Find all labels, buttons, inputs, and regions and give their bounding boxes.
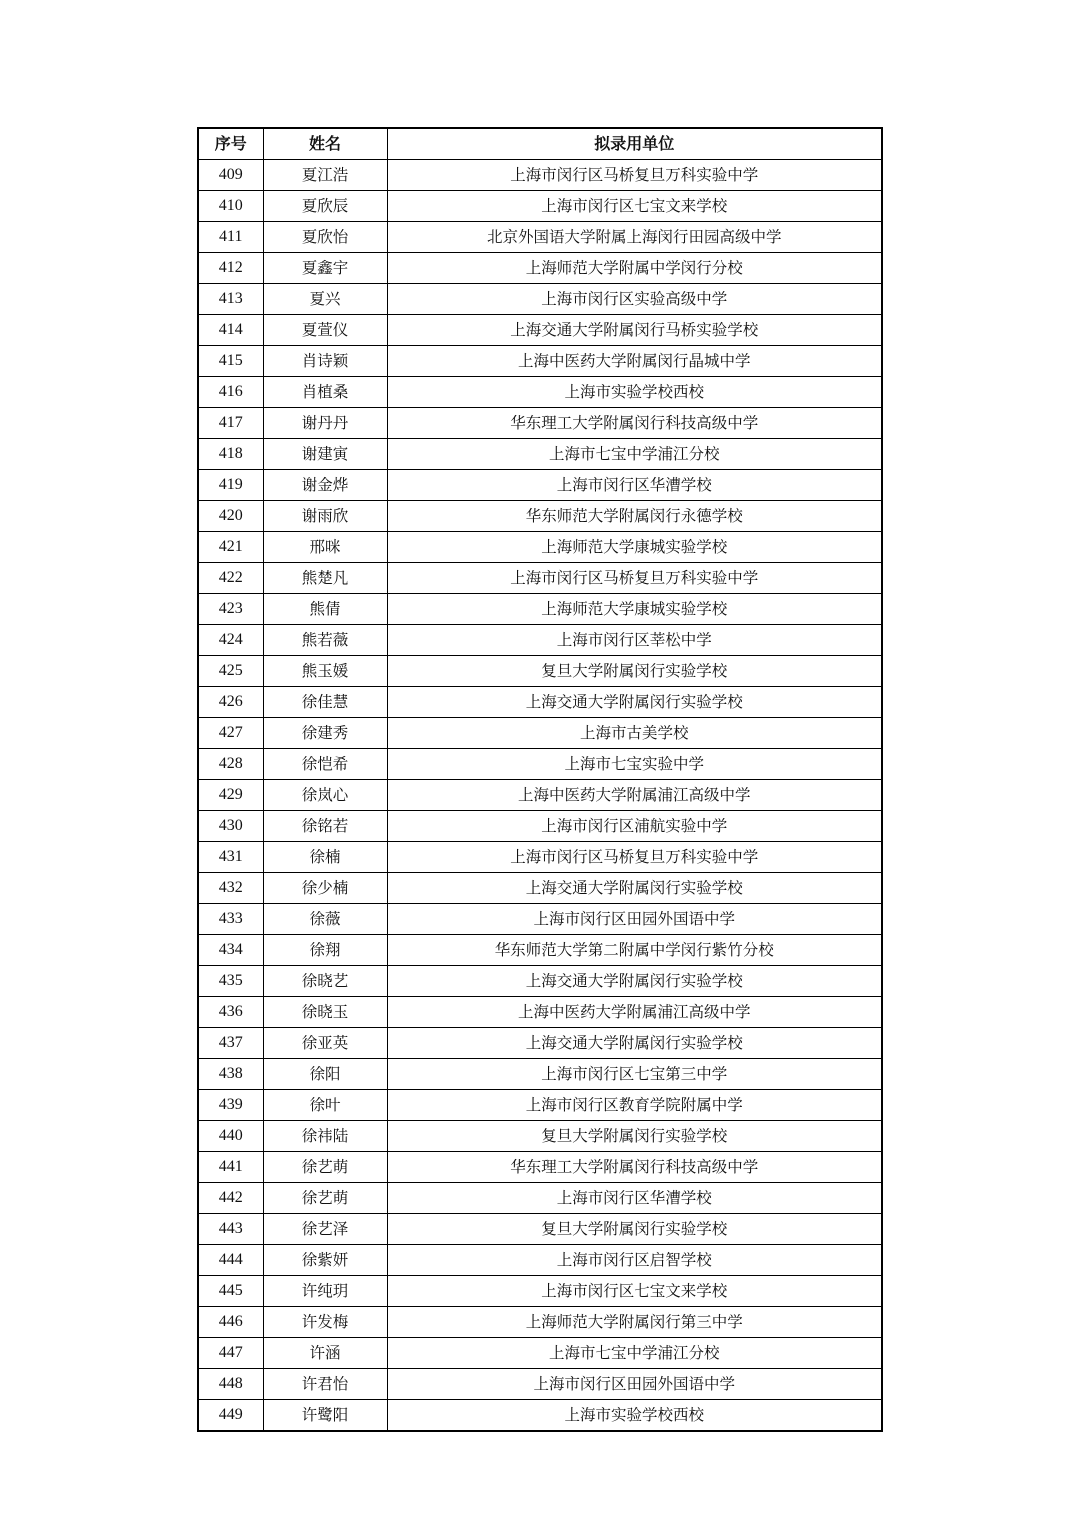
serial-number-cell: 446 [198,1307,263,1338]
employer-cell: 上海师范大学康城实验学校 [387,532,882,563]
employer-cell: 上海师范大学附属中学闵行分校 [387,253,882,284]
name-cell: 夏江浩 [263,160,387,191]
table-row [198,718,882,749]
employer-cell: 复旦大学附属闵行实验学校 [387,1214,882,1245]
table-row [198,470,882,501]
table-row [198,935,882,966]
name-cell: 许君怡 [263,1369,387,1400]
employer-cell: 上海师范大学附属闵行第三中学 [387,1307,882,1338]
serial-number-cell: 420 [198,501,263,532]
serial-number-cell: 417 [198,408,263,439]
employer-cell: 上海市闵行区田园外国语中学 [387,1369,882,1400]
table-row [198,1152,882,1183]
employer-cell: 复旦大学附属闵行实验学校 [387,656,882,687]
table-row [198,1121,882,1152]
table-row [198,1183,882,1214]
serial-number-cell: 442 [198,1183,263,1214]
employer-cell: 华东理工大学附属闵行科技高级中学 [387,1152,882,1183]
table-row [198,1028,882,1059]
table-row [198,1369,882,1400]
employer-cell: 上海市七宝实验中学 [387,749,882,780]
name-cell: 徐岚心 [263,780,387,811]
employer-cell: 上海交通大学附属闵行马桥实验学校 [387,315,882,346]
table-row [198,811,882,842]
header-serial-number: 序号 [198,128,263,160]
employer-cell: 上海市闵行区七宝第三中学 [387,1059,882,1090]
serial-number-cell: 436 [198,997,263,1028]
serial-number-cell: 441 [198,1152,263,1183]
employer-cell: 上海交通大学附属闵行实验学校 [387,1028,882,1059]
employer-cell: 北京外国语大学附属上海闵行田园高级中学 [387,222,882,253]
serial-number-cell: 439 [198,1090,263,1121]
employer-cell: 上海市闵行区田园外国语中学 [387,904,882,935]
name-cell: 徐建秀 [263,718,387,749]
name-cell: 许纯玥 [263,1276,387,1307]
table-row [198,873,882,904]
serial-number-cell: 432 [198,873,263,904]
header-employer: 拟录用单位 [387,128,882,160]
employer-cell: 上海中医药大学附属浦江高级中学 [387,780,882,811]
table-row [198,656,882,687]
table-row [198,501,882,532]
name-cell: 熊倩 [263,594,387,625]
name-cell: 夏欣辰 [263,191,387,222]
employer-cell: 上海市闵行区七宝文来学校 [387,1276,882,1307]
name-cell: 徐艺泽 [263,1214,387,1245]
serial-number-cell: 430 [198,811,263,842]
employer-cell: 华东理工大学附属闵行科技高级中学 [387,408,882,439]
table-row [198,594,882,625]
table-row [198,563,882,594]
serial-number-cell: 429 [198,780,263,811]
serial-number-cell: 435 [198,966,263,997]
table-body [198,160,882,1432]
name-cell: 肖诗颖 [263,346,387,377]
employer-cell: 复旦大学附属闵行实验学校 [387,1121,882,1152]
serial-number-cell: 424 [198,625,263,656]
serial-number-cell: 434 [198,935,263,966]
employer-cell: 上海市闵行区莘松中学 [387,625,882,656]
name-cell: 徐恺希 [263,749,387,780]
employer-cell: 上海市闵行区七宝文来学校 [387,191,882,222]
employer-cell: 上海市闵行区马桥复旦万科实验中学 [387,563,882,594]
serial-number-cell: 445 [198,1276,263,1307]
name-cell: 许发梅 [263,1307,387,1338]
table-row [198,1059,882,1090]
name-cell: 邢咪 [263,532,387,563]
table-row [198,439,882,470]
table-row [198,780,882,811]
table-row [198,842,882,873]
name-cell: 徐晓玉 [263,997,387,1028]
serial-number-cell: 409 [198,160,263,191]
serial-number-cell: 413 [198,284,263,315]
table-row [198,904,882,935]
table-row [198,687,882,718]
serial-number-cell: 414 [198,315,263,346]
table-row [198,1307,882,1338]
table-row [198,191,882,222]
name-cell: 熊玉媛 [263,656,387,687]
name-cell: 徐阳 [263,1059,387,1090]
table-row [198,1338,882,1369]
serial-number-cell: 427 [198,718,263,749]
employer-cell: 上海交通大学附属闵行实验学校 [387,687,882,718]
serial-number-cell: 425 [198,656,263,687]
table-header [198,128,882,160]
name-cell: 夏萱仪 [263,315,387,346]
serial-number-cell: 444 [198,1245,263,1276]
table-row [198,408,882,439]
serial-number-cell: 411 [198,222,263,253]
employer-cell: 上海市闵行区启智学校 [387,1245,882,1276]
employer-cell: 上海市闵行区华漕学校 [387,470,882,501]
serial-number-cell: 440 [198,1121,263,1152]
employer-cell: 上海市闵行区教育学院附属中学 [387,1090,882,1121]
name-cell: 徐佳慧 [263,687,387,718]
table-row [198,625,882,656]
name-cell: 夏欣怡 [263,222,387,253]
name-cell: 徐铭若 [263,811,387,842]
serial-number-cell: 410 [198,191,263,222]
table-row [198,222,882,253]
serial-number-cell: 448 [198,1369,263,1400]
name-cell: 谢雨欣 [263,501,387,532]
name-cell: 徐祎陆 [263,1121,387,1152]
name-cell: 夏鑫宇 [263,253,387,284]
table-row [198,1214,882,1245]
employer-cell: 上海中医药大学附属闵行晶城中学 [387,346,882,377]
employer-cell: 上海市闵行区浦航实验中学 [387,811,882,842]
header-row [198,128,882,160]
name-cell: 许涵 [263,1338,387,1369]
serial-number-cell: 437 [198,1028,263,1059]
serial-number-cell: 422 [198,563,263,594]
serial-number-cell: 431 [198,842,263,873]
employer-cell: 上海市实验学校西校 [387,377,882,408]
table-row [198,1276,882,1307]
table-row [198,532,882,563]
table-row [198,1090,882,1121]
name-cell: 肖植桑 [263,377,387,408]
serial-number-cell: 421 [198,532,263,563]
name-cell: 徐艺萌 [263,1183,387,1214]
table-row [198,997,882,1028]
table-row [198,966,882,997]
employer-cell: 上海交通大学附属闵行实验学校 [387,966,882,997]
name-cell: 熊楚凡 [263,563,387,594]
serial-number-cell: 443 [198,1214,263,1245]
name-cell: 徐薇 [263,904,387,935]
table-row [198,284,882,315]
employer-cell: 华东师范大学附属闵行永德学校 [387,501,882,532]
name-cell: 谢丹丹 [263,408,387,439]
name-cell: 徐紫妍 [263,1245,387,1276]
name-cell: 徐翔 [263,935,387,966]
name-cell: 谢金烨 [263,470,387,501]
serial-number-cell: 423 [198,594,263,625]
serial-number-cell: 415 [198,346,263,377]
table-row [198,1245,882,1276]
employer-cell: 上海市闵行区华漕学校 [387,1183,882,1214]
serial-number-cell: 447 [198,1338,263,1369]
serial-number-cell: 426 [198,687,263,718]
table-row [198,749,882,780]
table-row [198,253,882,284]
name-cell: 徐叶 [263,1090,387,1121]
name-cell: 谢建寅 [263,439,387,470]
name-cell: 许鹭阳 [263,1400,387,1432]
serial-number-cell: 412 [198,253,263,284]
table-row [198,346,882,377]
employer-cell: 上海市闵行区马桥复旦万科实验中学 [387,842,882,873]
name-cell: 徐艺萌 [263,1152,387,1183]
name-cell: 熊若薇 [263,625,387,656]
serial-number-cell: 428 [198,749,263,780]
name-cell: 夏兴 [263,284,387,315]
employer-cell: 上海市实验学校西校 [387,1400,882,1432]
employer-cell: 上海交通大学附属闵行实验学校 [387,873,882,904]
table-row [198,315,882,346]
employer-cell: 上海市闵行区马桥复旦万科实验中学 [387,160,882,191]
hiring-list-table [197,127,883,1432]
name-cell: 徐晓艺 [263,966,387,997]
name-cell: 徐少楠 [263,873,387,904]
serial-number-cell: 419 [198,470,263,501]
serial-number-cell: 438 [198,1059,263,1090]
serial-number-cell: 416 [198,377,263,408]
employer-cell: 上海市闵行区实验高级中学 [387,284,882,315]
table-row [198,160,882,191]
name-cell: 徐亚英 [263,1028,387,1059]
employer-cell: 上海师范大学康城实验学校 [387,594,882,625]
serial-number-cell: 433 [198,904,263,935]
serial-number-cell: 449 [198,1400,263,1432]
employer-cell: 上海市七宝中学浦江分校 [387,1338,882,1369]
table-row [198,1400,882,1432]
table-row [198,377,882,408]
employer-cell: 上海市七宝中学浦江分校 [387,439,882,470]
serial-number-cell: 418 [198,439,263,470]
employer-cell: 上海中医药大学附属浦江高级中学 [387,997,882,1028]
header-name: 姓名 [263,128,387,160]
employer-cell: 上海市古美学校 [387,718,882,749]
name-cell: 徐楠 [263,842,387,873]
employer-cell: 华东师范大学第二附属中学闵行紫竹分校 [387,935,882,966]
